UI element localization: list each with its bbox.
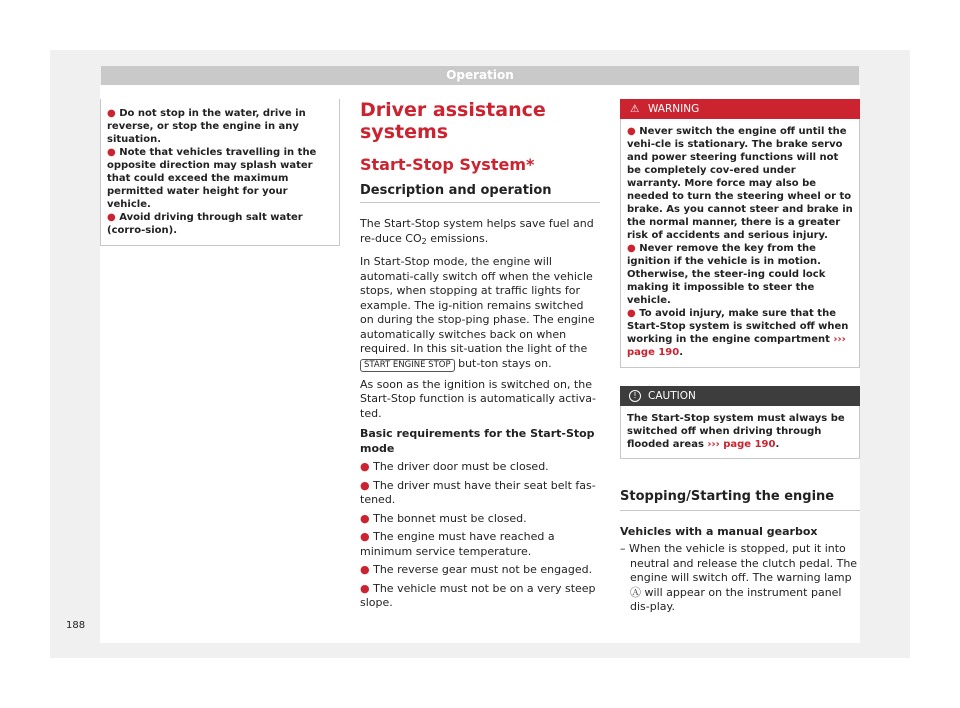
caution-box — [620, 386, 860, 459]
requirements-heading: Basic requirements for the Start-Stop mode — [360, 427, 595, 455]
manual-gearbox-heading: Vehicles with a manual gearbox — [620, 525, 818, 538]
warning-item: ● To avoid injury, make sure that the Start-Stop system is switched off when working in the engine compartment ››› page 190. — [627, 308, 849, 358]
instruction-step: – When the vehicle is stopped, put it into neutral and release the clutch pedal. The engine will switch off. The warning lamp Ⓐ will appear on the instrument panel dis-play. — [620, 542, 858, 613]
warning-triangle-icon: ⚠ — [630, 103, 640, 115]
page-header: Operation — [101, 66, 859, 85]
page-number: 188 — [66, 620, 86, 631]
list-item: ● The vehicle must not be on a very steep slope. — [360, 581, 596, 609]
water-note-box — [100, 99, 340, 246]
warning-body — [620, 119, 860, 368]
list-item: ● The reverse gear must not be engaged. — [360, 563, 593, 576]
note-item: ● Avoid driving through salt water (corro-sion). — [107, 212, 303, 236]
paragraph: The Start-Stop system helps save fuel and re-duce $CO_2$ emissions. — [360, 217, 594, 246]
page-content — [100, 85, 860, 643]
page-link[interactable]: ››› page 190 — [627, 334, 846, 358]
stopping-title: Stopping/Starting the engine — [620, 489, 860, 511]
right-column — [620, 85, 860, 615]
page-background — [50, 50, 910, 658]
note-item: ● Do not stop in the water, drive in reverse, or stop the engine in any situation. — [107, 108, 306, 145]
page-link[interactable]: ››› page 190 — [707, 439, 776, 450]
chapter-title: Driver assistance systems — [360, 99, 546, 143]
list-item: ● The driver must have their seat belt fas-tened. — [360, 478, 596, 506]
warning-item: ● Never remove the key from the ignition if the vehicle is in motion. Otherwise, the steer-ing could lock making it impossible to steer the vehicle. — [627, 243, 826, 306]
warning-item: ● Never switch the engine off until the vehi-cle is stationary. The brake servo and power steering functions will not be completely cov-ered under warranty. More force may also be needed to turn the steering wheel or to brake. As you cannot steer and brake in the normal manner, there is a greater risk of accidents and serious injury. — [627, 126, 853, 241]
note-item: ● Note that vehicles travelling in the opposite direction may splash water that could exceed the maximum permitted water height for your vehicle. — [107, 147, 317, 210]
start-engine-stop-button-label: START ENGINE STOP — [360, 359, 455, 372]
caution-body: The Start-Stop system must always be switched off when driving through flooded areas ››› page 190. — [620, 406, 860, 459]
list-item: ● The bonnet must be closed. — [360, 511, 527, 525]
caution-circle-icon: ! — [629, 390, 641, 402]
list-item: ● The driver door must be closed. — [360, 460, 549, 473]
warning-box — [620, 99, 860, 368]
middle-column — [360, 85, 600, 611]
caution-header: ! CAUTION — [620, 386, 860, 406]
paragraph: In Start-Stop mode, the engine will automati-cally switch off when the vehicle stops, when stopping at traffic lights for example. The ig-nition remains switched on during the stop-ping phase. The engine automatically switches back on when required. In this sit-uation the light of the START ENGINE STOP but-ton stays on. — [360, 255, 595, 370]
paragraph: As soon as the ignition is switched on, the Start-Stop function is automatically activa-ted. — [360, 377, 596, 420]
subsection-title: Description and operation — [360, 183, 600, 203]
section-title: Start-Stop System* — [360, 155, 535, 174]
list-item: ● The engine must have reached a minimum service temperature. — [360, 530, 555, 558]
left-column — [100, 85, 340, 246]
warning-header: ⚠ WARNING — [620, 99, 860, 119]
